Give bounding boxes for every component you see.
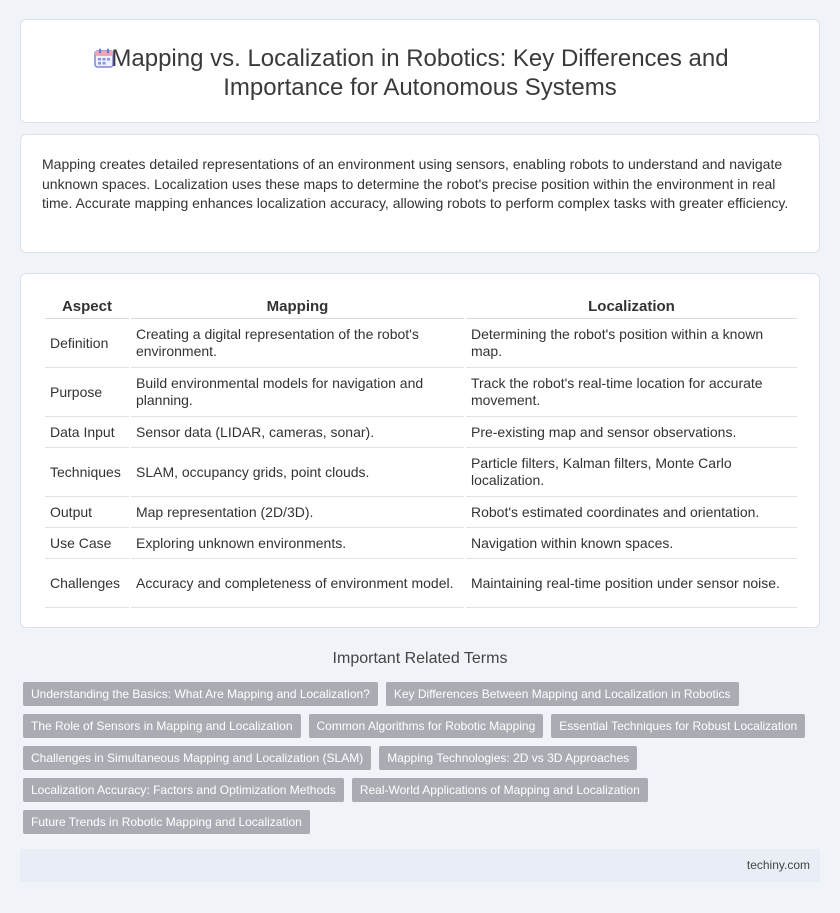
related-terms-list (23, 682, 823, 834)
table-row (45, 448, 797, 497)
cell-mapping: Sensor data (LIDAR, cameras, sonar). (131, 417, 464, 448)
cell-mapping: Exploring unknown environments. (131, 528, 464, 559)
cell-mapping: SLAM, occupancy grids, point clouds. (131, 448, 464, 497)
table-row (45, 528, 797, 559)
related-term-link[interactable]: Understanding the Basics: What Are Mapping and Localization? (23, 682, 378, 706)
header-mapping: Mapping (131, 295, 464, 319)
table-row (45, 497, 797, 528)
cell-mapping: Accuracy and completeness of environment model. (131, 559, 464, 608)
table-row (45, 319, 797, 368)
comparison-table-card (20, 273, 820, 628)
cell-mapping: Build environmental models for navigation and planning. (131, 368, 464, 417)
related-term-link[interactable]: Real-World Applications of Mapping and Localization (352, 778, 648, 802)
cell-localization: Particle filters, Kalman filters, Monte Carlo localization. (466, 448, 797, 497)
related-term-link[interactable]: Future Trends in Robotic Mapping and Localization (23, 810, 310, 834)
cell-localization: Track the robot's real-time location for accurate movement. (466, 368, 797, 417)
cell-aspect: Challenges (45, 559, 129, 608)
cell-localization: Robot's estimated coordinates and orientation. (466, 497, 797, 528)
related-term-link[interactable]: Common Algorithms for Robotic Mapping (309, 714, 544, 738)
cell-aspect: Output (45, 497, 129, 528)
related-term-link[interactable]: Localization Accuracy: Factors and Optimization Methods (23, 778, 344, 802)
header-card (20, 19, 820, 123)
cell-aspect: Use Case (45, 528, 129, 559)
related-term-link[interactable]: The Role of Sensors in Mapping and Localization (23, 714, 301, 738)
cell-mapping: Creating a digital representation of the robot's environment. (131, 319, 464, 368)
header-aspect: Aspect (45, 295, 129, 319)
table-row (45, 368, 797, 417)
comparison-table (43, 295, 799, 608)
cell-localization: Determining the robot's position within a known map. (466, 319, 797, 368)
footer-site-name: techiny.com (746, 858, 810, 872)
page-title: Mapping vs. Localization in Robotics: Key Differences and Importance for Autonomous Systems (111, 45, 729, 101)
cell-aspect: Data Input (45, 417, 129, 448)
related-terms-title: Important Related Terms (332, 650, 508, 667)
related-term-link[interactable]: Key Differences Between Mapping and Localization in Robotics (386, 682, 739, 706)
related-term-link[interactable]: Essential Techniques for Robust Localization (551, 714, 805, 738)
cell-localization: Pre-existing map and sensor observations. (466, 417, 797, 448)
cell-aspect: Purpose (45, 368, 129, 417)
table-row (45, 417, 797, 448)
cell-aspect: Techniques (45, 448, 129, 497)
cell-mapping: Map representation (2D/3D). (131, 497, 464, 528)
header-localization: Localization (466, 295, 797, 319)
related-term-link[interactable]: Challenges in Simultaneous Mapping and Localization (SLAM) (23, 746, 371, 770)
table-row (45, 559, 797, 608)
table-header-row (45, 295, 797, 319)
intro-card (20, 134, 820, 253)
cell-aspect: Definition (45, 319, 129, 368)
intro-paragraph: Mapping creates detailed representations of an environment using sensors, enabling robots to understand and navigate unknown spaces. Localization uses these maps to determine the robot's precise position within the environment in real time. Accurate mapping enhances localization accuracy, allowing robots to perform complex tasks with greater efficiency. (42, 156, 789, 212)
related-term-link[interactable]: Mapping Technologies: 2D vs 3D Approaches (379, 746, 637, 770)
footer (20, 849, 820, 882)
cell-localization: Navigation within known spaces. (466, 528, 797, 559)
cell-localization: Maintaining real-time position under sensor noise. (466, 559, 797, 608)
